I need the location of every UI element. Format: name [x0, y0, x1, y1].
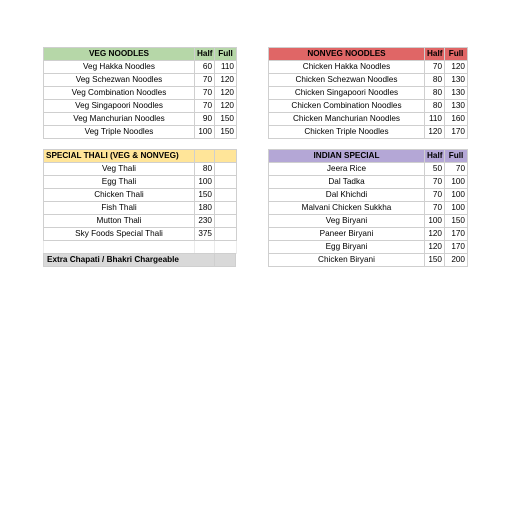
- half-price: 70: [195, 100, 215, 113]
- half-price: 110: [425, 113, 445, 126]
- half-price: 60: [195, 61, 215, 74]
- table-row: [269, 215, 468, 228]
- thali-price: 375: [195, 228, 215, 241]
- full-price: 170: [445, 126, 468, 139]
- half-price: 90: [195, 113, 215, 126]
- nonveg-noodles-table: [268, 47, 468, 139]
- special-thali-header: [44, 150, 237, 163]
- half-price: 120: [425, 126, 445, 139]
- table-row: [269, 74, 468, 87]
- menu-item-name: Sky Foods Special Thali: [44, 228, 195, 241]
- full-price: 150: [215, 113, 237, 126]
- blank-cell: [195, 241, 215, 254]
- half-price: 70: [425, 189, 445, 202]
- thali-price: 150: [195, 189, 215, 202]
- table-row: [269, 189, 468, 202]
- veg-noodles-header: [44, 48, 237, 61]
- table-row: [44, 61, 237, 74]
- table-row: [269, 100, 468, 113]
- half-price: 80: [425, 74, 445, 87]
- special-thali-header-blank: [195, 150, 215, 163]
- half-price: 80: [425, 100, 445, 113]
- half-price: 120: [425, 228, 445, 241]
- table-row: [269, 87, 468, 100]
- blank-cell: [215, 189, 237, 202]
- table-row: [269, 228, 468, 241]
- table-row: [44, 202, 237, 215]
- veg-noodles-table: [43, 47, 237, 139]
- half-price: 70: [425, 176, 445, 189]
- menu-item-name: Paneer Biryani: [269, 228, 425, 241]
- table-row: [44, 215, 237, 228]
- table-row: [44, 126, 237, 139]
- table-row: [269, 113, 468, 126]
- blank-cell: [44, 241, 195, 254]
- extra-note-table: [43, 253, 236, 267]
- full-price: 130: [445, 87, 468, 100]
- full-price: 120: [445, 61, 468, 74]
- blank-cell: [215, 202, 237, 215]
- menu-item-name: Egg Thali: [44, 176, 195, 189]
- half-price: 80: [425, 87, 445, 100]
- nonveg-noodles-title: NONVEG NOODLES: [269, 48, 425, 61]
- veg-noodles-rows: [44, 61, 237, 139]
- full-price: 120: [215, 100, 237, 113]
- full-price: 120: [215, 87, 237, 100]
- menu-item-name: Chicken Thali: [44, 189, 195, 202]
- full-price: 150: [215, 126, 237, 139]
- blank-cell: [215, 215, 237, 228]
- special-thali-rows: [44, 163, 237, 241]
- nonveg-noodles-rows: [269, 61, 468, 139]
- full-price: 100: [445, 189, 468, 202]
- menu-item-name: Egg Biryani: [269, 241, 425, 254]
- menu-item-name: Veg Triple Noodles: [44, 126, 195, 139]
- menu-item-name: Chicken Schezwan Noodles: [269, 74, 425, 87]
- thali-price: 230: [195, 215, 215, 228]
- menu-item-name: Veg Thali: [44, 163, 195, 176]
- full-price: 150: [445, 215, 468, 228]
- extra-note-blank: [215, 254, 236, 267]
- half-price: 50: [425, 163, 445, 176]
- menu-item-name: Fish Thali: [44, 202, 195, 215]
- menu-item-name: Veg Singapoori Noodles: [44, 100, 195, 113]
- blank-cell: [215, 176, 237, 189]
- extra-note: Extra Chapati / Bhakri Chargeable: [44, 254, 215, 267]
- table-row: [44, 74, 237, 87]
- extra-note-row: [44, 254, 236, 267]
- thali-price: 80: [195, 163, 215, 176]
- table-row: [269, 176, 468, 189]
- menu-item-name: Mutton Thali: [44, 215, 195, 228]
- table-row: [44, 113, 237, 126]
- menu-item-name: Chicken Hakka Noodles: [269, 61, 425, 74]
- veg-noodles-title: VEG NOODLES: [44, 48, 195, 61]
- nonveg-col-full: Full: [445, 48, 468, 61]
- table-row: [44, 176, 237, 189]
- indian-col-half: Half: [425, 150, 445, 163]
- special-thali-table: [43, 149, 237, 254]
- menu-item-name: Veg Hakka Noodles: [44, 61, 195, 74]
- table-row: [269, 202, 468, 215]
- full-price: 130: [445, 100, 468, 113]
- blank-cell: [215, 163, 237, 176]
- half-price: 70: [195, 74, 215, 87]
- table-row: [44, 100, 237, 113]
- full-price: 100: [445, 202, 468, 215]
- menu-item-name: Chicken Manchurian Noodles: [269, 113, 425, 126]
- indian-special-title: INDIAN SPECIAL: [269, 150, 425, 163]
- nonveg-col-half: Half: [425, 48, 445, 61]
- menu-item-name: Veg Manchurian Noodles: [44, 113, 195, 126]
- menu-item-name: Jeera Rice: [269, 163, 425, 176]
- full-price: 170: [445, 228, 468, 241]
- indian-special-header: [269, 150, 468, 163]
- indian-special-rows: [269, 163, 468, 267]
- table-row: [44, 87, 237, 100]
- table-row: [269, 254, 468, 267]
- blank-cell: [215, 241, 237, 254]
- menu-item-name: Malvani Chicken Sukkha: [269, 202, 425, 215]
- half-price: 120: [425, 241, 445, 254]
- table-row: [269, 241, 468, 254]
- menu-item-name: Chicken Triple Noodles: [269, 126, 425, 139]
- veg-col-half: Half: [195, 48, 215, 61]
- full-price: 200: [445, 254, 468, 267]
- table-row: [44, 163, 237, 176]
- full-price: 120: [215, 74, 237, 87]
- half-price: 100: [425, 215, 445, 228]
- thali-price: 180: [195, 202, 215, 215]
- full-price: 70: [445, 163, 468, 176]
- menu-item-name: Veg Biryani: [269, 215, 425, 228]
- full-price: 110: [215, 61, 237, 74]
- menu-item-name: Chicken Combination Noodles: [269, 100, 425, 113]
- table-row: [44, 228, 237, 241]
- veg-col-full: Full: [215, 48, 237, 61]
- blank-cell: [215, 228, 237, 241]
- half-price: 70: [425, 61, 445, 74]
- special-thali-header-blank2: [215, 150, 237, 163]
- half-price: 70: [425, 202, 445, 215]
- full-price: 170: [445, 241, 468, 254]
- table-row: [269, 163, 468, 176]
- half-price: 100: [195, 126, 215, 139]
- table-row: [44, 189, 237, 202]
- nonveg-noodles-header: [269, 48, 468, 61]
- special-thali-title: SPECIAL THALI (VEG & NONVEG): [44, 150, 195, 163]
- menu-item-name: Dal Tadka: [269, 176, 425, 189]
- special-thali-blank-row: [44, 241, 237, 254]
- thali-price: 100: [195, 176, 215, 189]
- menu-item-name: Chicken Singapoori Noodles: [269, 87, 425, 100]
- half-price: 150: [425, 254, 445, 267]
- indian-special-table: [268, 149, 468, 267]
- full-price: 100: [445, 176, 468, 189]
- menu-item-name: Chicken Biryani: [269, 254, 425, 267]
- table-row: [269, 126, 468, 139]
- full-price: 160: [445, 113, 468, 126]
- half-price: 70: [195, 87, 215, 100]
- table-row: [269, 61, 468, 74]
- menu-item-name: Veg Combination Noodles: [44, 87, 195, 100]
- menu-item-name: Dal Khichdi: [269, 189, 425, 202]
- indian-col-full: Full: [445, 150, 468, 163]
- full-price: 130: [445, 74, 468, 87]
- menu-item-name: Veg Schezwan Noodles: [44, 74, 195, 87]
